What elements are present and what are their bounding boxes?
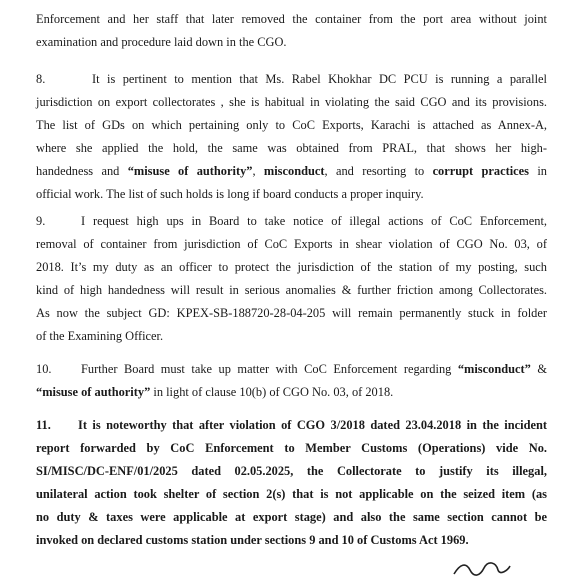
paragraph-11-line-4: unilateral action took shelter of section 2(s) that is not applicable on the seized item (as: [36, 487, 547, 501]
paragraph-8-number: 8.: [36, 72, 46, 86]
paragraph-7-line-2: examination and procedure laid down in the CGO.: [36, 35, 287, 49]
paragraph-11-line-5: no duty & taxes were applicable at export stage) and also the same section cannot be: [36, 510, 547, 524]
p8-misuse-of-authority: “misuse of authority”: [127, 164, 253, 178]
p10-ampersand: &: [530, 362, 547, 376]
paragraph-9-line-4: kind of high handedness will result in serious anomalies & further friction among Collectorates.: [36, 283, 547, 297]
p10-text: Further Board must take up matter with CoC Enforcement regarding: [81, 362, 458, 376]
paragraph-9-line-5: As now the subject GD: KPEX-SB-188720-28-04-205 will remain permanently stuck in folder: [36, 306, 547, 320]
p8-in: in: [528, 164, 547, 178]
paragraph-8-line-5: [36, 164, 547, 179]
paragraph-11-number: 11.: [36, 418, 51, 432]
paragraph-9-number: 9.: [36, 214, 46, 228]
paragraph-8-line-3: The list of GDs on which pertaining only to CoC Exports, Karachi is attached as Annex-A,: [36, 118, 547, 132]
handwritten-signature: [452, 558, 512, 578]
paragraph-9-line-1: [36, 214, 547, 229]
paragraph-7-line-1: Enforcement and her staff that later removed the container from the port area without joint: [36, 12, 547, 26]
paragraph-10-text-1: [81, 362, 547, 377]
paragraph-8-text-1: It is pertinent to mention that Ms. Rabel Khokhar DC PCU is running a parallel: [92, 72, 547, 86]
paragraph-11-text-1: It is noteworthy that after violation of CGO 3/2018 dated 23.04.2018 in the incident: [78, 418, 547, 432]
p8-resorting: , and resorting to: [324, 164, 433, 178]
p10-misuse-of-authority: “misuse of authority”: [36, 385, 151, 399]
p10-misconduct: “misconduct”: [457, 362, 531, 376]
paragraph-10-line-2: [36, 385, 393, 400]
p8-text: handedness and: [36, 164, 128, 178]
paragraph-8-line-6: official work. The list of such holds is long if board conducts a proper inquiry.: [36, 187, 424, 201]
paragraph-8-line-4: where she applied the hold, the same was obtained from PRAL, that shows her high-: [36, 141, 547, 155]
paragraph-9-line-2: removal of container from jurisdiction of CoC Exports in shear violation of CGO No. 03, of: [36, 237, 547, 251]
paragraph-10-number: 10.: [36, 362, 52, 376]
paragraph-9-line-3: 2018. It’s my duty as an officer to protect the jurisdiction of the station of my posting, such: [36, 260, 547, 274]
paragraph-9-line-6: of the Examining Officer.: [36, 329, 164, 343]
paragraph-10-line-1: [36, 362, 547, 377]
p8-corrupt-practices: corrupt practices: [432, 164, 529, 178]
paragraph-9-text-1: I request high ups in Board to take notice of illegal actions of CoC Enforcement,: [81, 214, 547, 228]
paragraph-11-line-3: SI/MISC/DC-ENF/01/2025 dated 02.05.2025, the Collectorate to justify its illegal,: [36, 464, 547, 478]
paragraph-11-line-6: invoked on declared customs station under sections 9 and 10 of Customs Act 1969.: [36, 533, 469, 547]
paragraph-8-line-1: [36, 72, 547, 87]
paragraph-11-line-1: [36, 418, 547, 433]
p8-misconduct: misconduct: [263, 164, 325, 178]
p10-text-2: in light of clause 10(b) of CGO No. 03, of 2018.: [150, 385, 394, 399]
p8-comma: ,: [252, 164, 264, 178]
paragraph-11-line-2: report forwarded by CoC Enforcement to Member Customs (Operations) vide No.: [36, 441, 547, 455]
paragraph-8-line-2: jurisdiction on export collectorates , she is habitual in violating the said CGO and its provisions.: [36, 95, 547, 109]
